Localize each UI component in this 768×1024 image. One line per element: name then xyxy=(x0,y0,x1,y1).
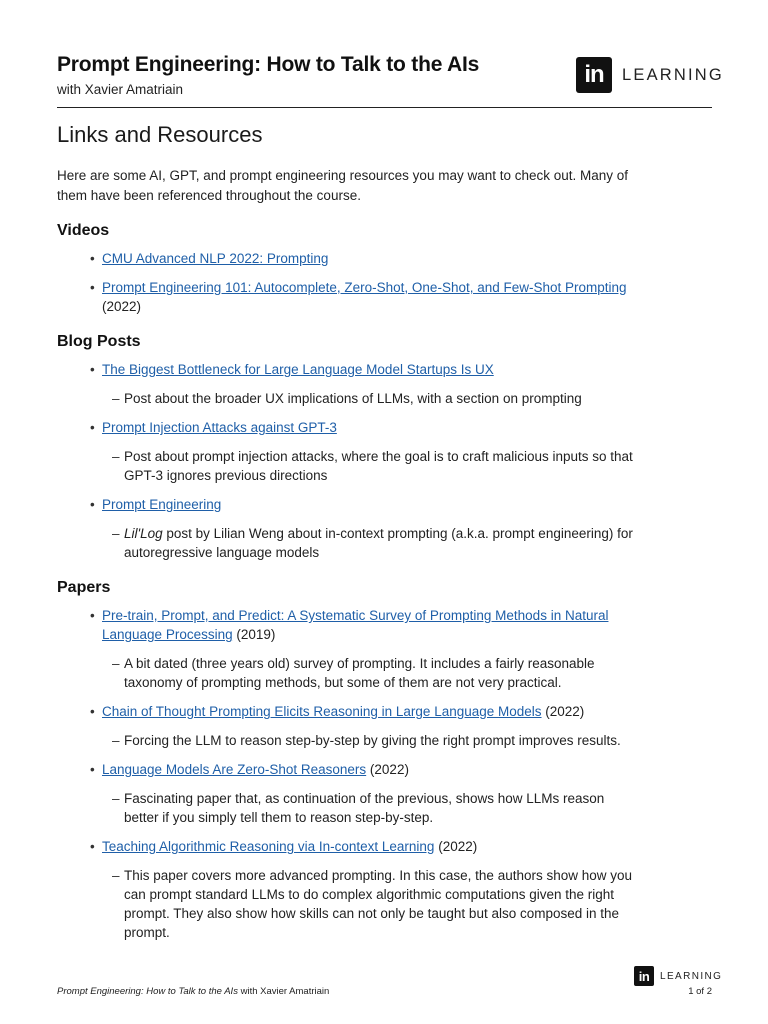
linkedin-in-icon: in xyxy=(576,57,612,93)
list-item xyxy=(57,606,637,692)
year-label: (2022) xyxy=(366,762,409,777)
list-item xyxy=(57,278,637,316)
resource-description: – Post about prompt injection attacks, where the goal is to craft malicious inputs so that GPT-3 ignores previous directions xyxy=(102,447,637,485)
linkedin-in-icon: in xyxy=(634,966,654,986)
list-item xyxy=(57,702,637,750)
footer-course-title: Prompt Engineering: How to Talk to the AIs xyxy=(57,986,238,997)
page-heading: Links and Resources xyxy=(57,122,263,147)
linkedin-learning-logo xyxy=(576,57,724,93)
list-item xyxy=(57,249,637,268)
year-label: (2019) xyxy=(232,627,276,642)
resource-link[interactable]: Language Models Are Zero-Shot Reasoners xyxy=(102,762,367,777)
page-number: 1 of 2 xyxy=(688,986,712,997)
course-instructor: with Xavier Amatriain xyxy=(57,82,184,97)
intro-paragraph: Here are some AI, GPT, and prompt engineering resources you may want to check out. Many of them have been referenced throughout the course. xyxy=(57,168,629,203)
resource-link[interactable]: Prompt Engineering 101: Autocomplete, Zero-Shot, One-Shot, and Few-Shot Prompting xyxy=(102,280,627,295)
resource-link[interactable]: Teaching Algorithmic Reasoning via In-context Learning xyxy=(102,839,435,854)
resource-link[interactable]: Prompt Engineering xyxy=(102,497,222,512)
header-divider xyxy=(57,107,712,108)
blog-name: Lil'Log xyxy=(124,526,163,541)
footer-logo-wordmark: LEARNING xyxy=(660,970,723,982)
course-title: Prompt Engineering: How to Talk to the AIs xyxy=(57,53,480,76)
resource-link[interactable]: Prompt Injection Attacks against GPT-3 xyxy=(102,420,337,435)
logo-wordmark: LEARNING xyxy=(622,65,724,84)
videos-list xyxy=(57,249,637,316)
resource-link[interactable]: Chain of Thought Prompting Elicits Reasoning in Large Language Models xyxy=(102,704,542,719)
list-item xyxy=(57,495,637,562)
year-label: (2022) xyxy=(102,299,142,314)
section-heading-videos: Videos xyxy=(57,222,110,239)
list-item xyxy=(57,418,637,485)
year-label: (2022) xyxy=(434,839,478,854)
main-content xyxy=(57,122,637,959)
footer-logo xyxy=(634,966,722,986)
footer-course-credit xyxy=(57,986,329,997)
list-item xyxy=(57,360,637,408)
resource-link[interactable]: Pre-train, Prompt, and Predict: A Systematic Survey of Prompting Methods in Natural Language Processing xyxy=(102,608,609,642)
resource-link[interactable]: CMU Advanced NLP 2022: Prompting xyxy=(102,251,329,266)
footer-byline: with Xavier Amatriain xyxy=(237,986,330,997)
section-heading-papers: Papers xyxy=(57,579,111,596)
resource-description: – This paper covers more advanced prompting. In this case, the authors show how you can prompt standard LLMs to do complex algorithmic computations given the right prompt. They also show how skills can not only be taught but also composed in the prompt. xyxy=(102,866,637,942)
section-heading-blog-posts: Blog Posts xyxy=(57,333,141,350)
year-label: (2022) xyxy=(541,704,585,719)
resource-description xyxy=(102,524,637,562)
blog-posts-list xyxy=(57,360,637,562)
description-text: post by Lilian Weng about in-context prompting (a.k.a. prompt engineering) for autoregressive language models xyxy=(124,526,633,560)
resource-description: – A bit dated (three years old) survey of prompting. It includes a fairly reasonable taxonomy of prompting methods, but some of them are not very practical. xyxy=(102,654,637,692)
resource-description: – Forcing the LLM to reason step-by-step by giving the right prompt improves results. xyxy=(102,731,637,750)
resource-description: – Fascinating paper that, as continuation of the previous, shows how LLMs reason better if you simply tell them to reason step-by-step. xyxy=(102,789,637,827)
list-item xyxy=(57,837,637,942)
papers-list xyxy=(57,606,637,942)
resource-description: – Post about the broader UX implications of LLMs, with a section on prompting xyxy=(102,389,637,408)
resource-link[interactable]: The Biggest Bottleneck for Large Language Model Startups Is UX xyxy=(102,362,494,377)
list-item xyxy=(57,760,637,827)
